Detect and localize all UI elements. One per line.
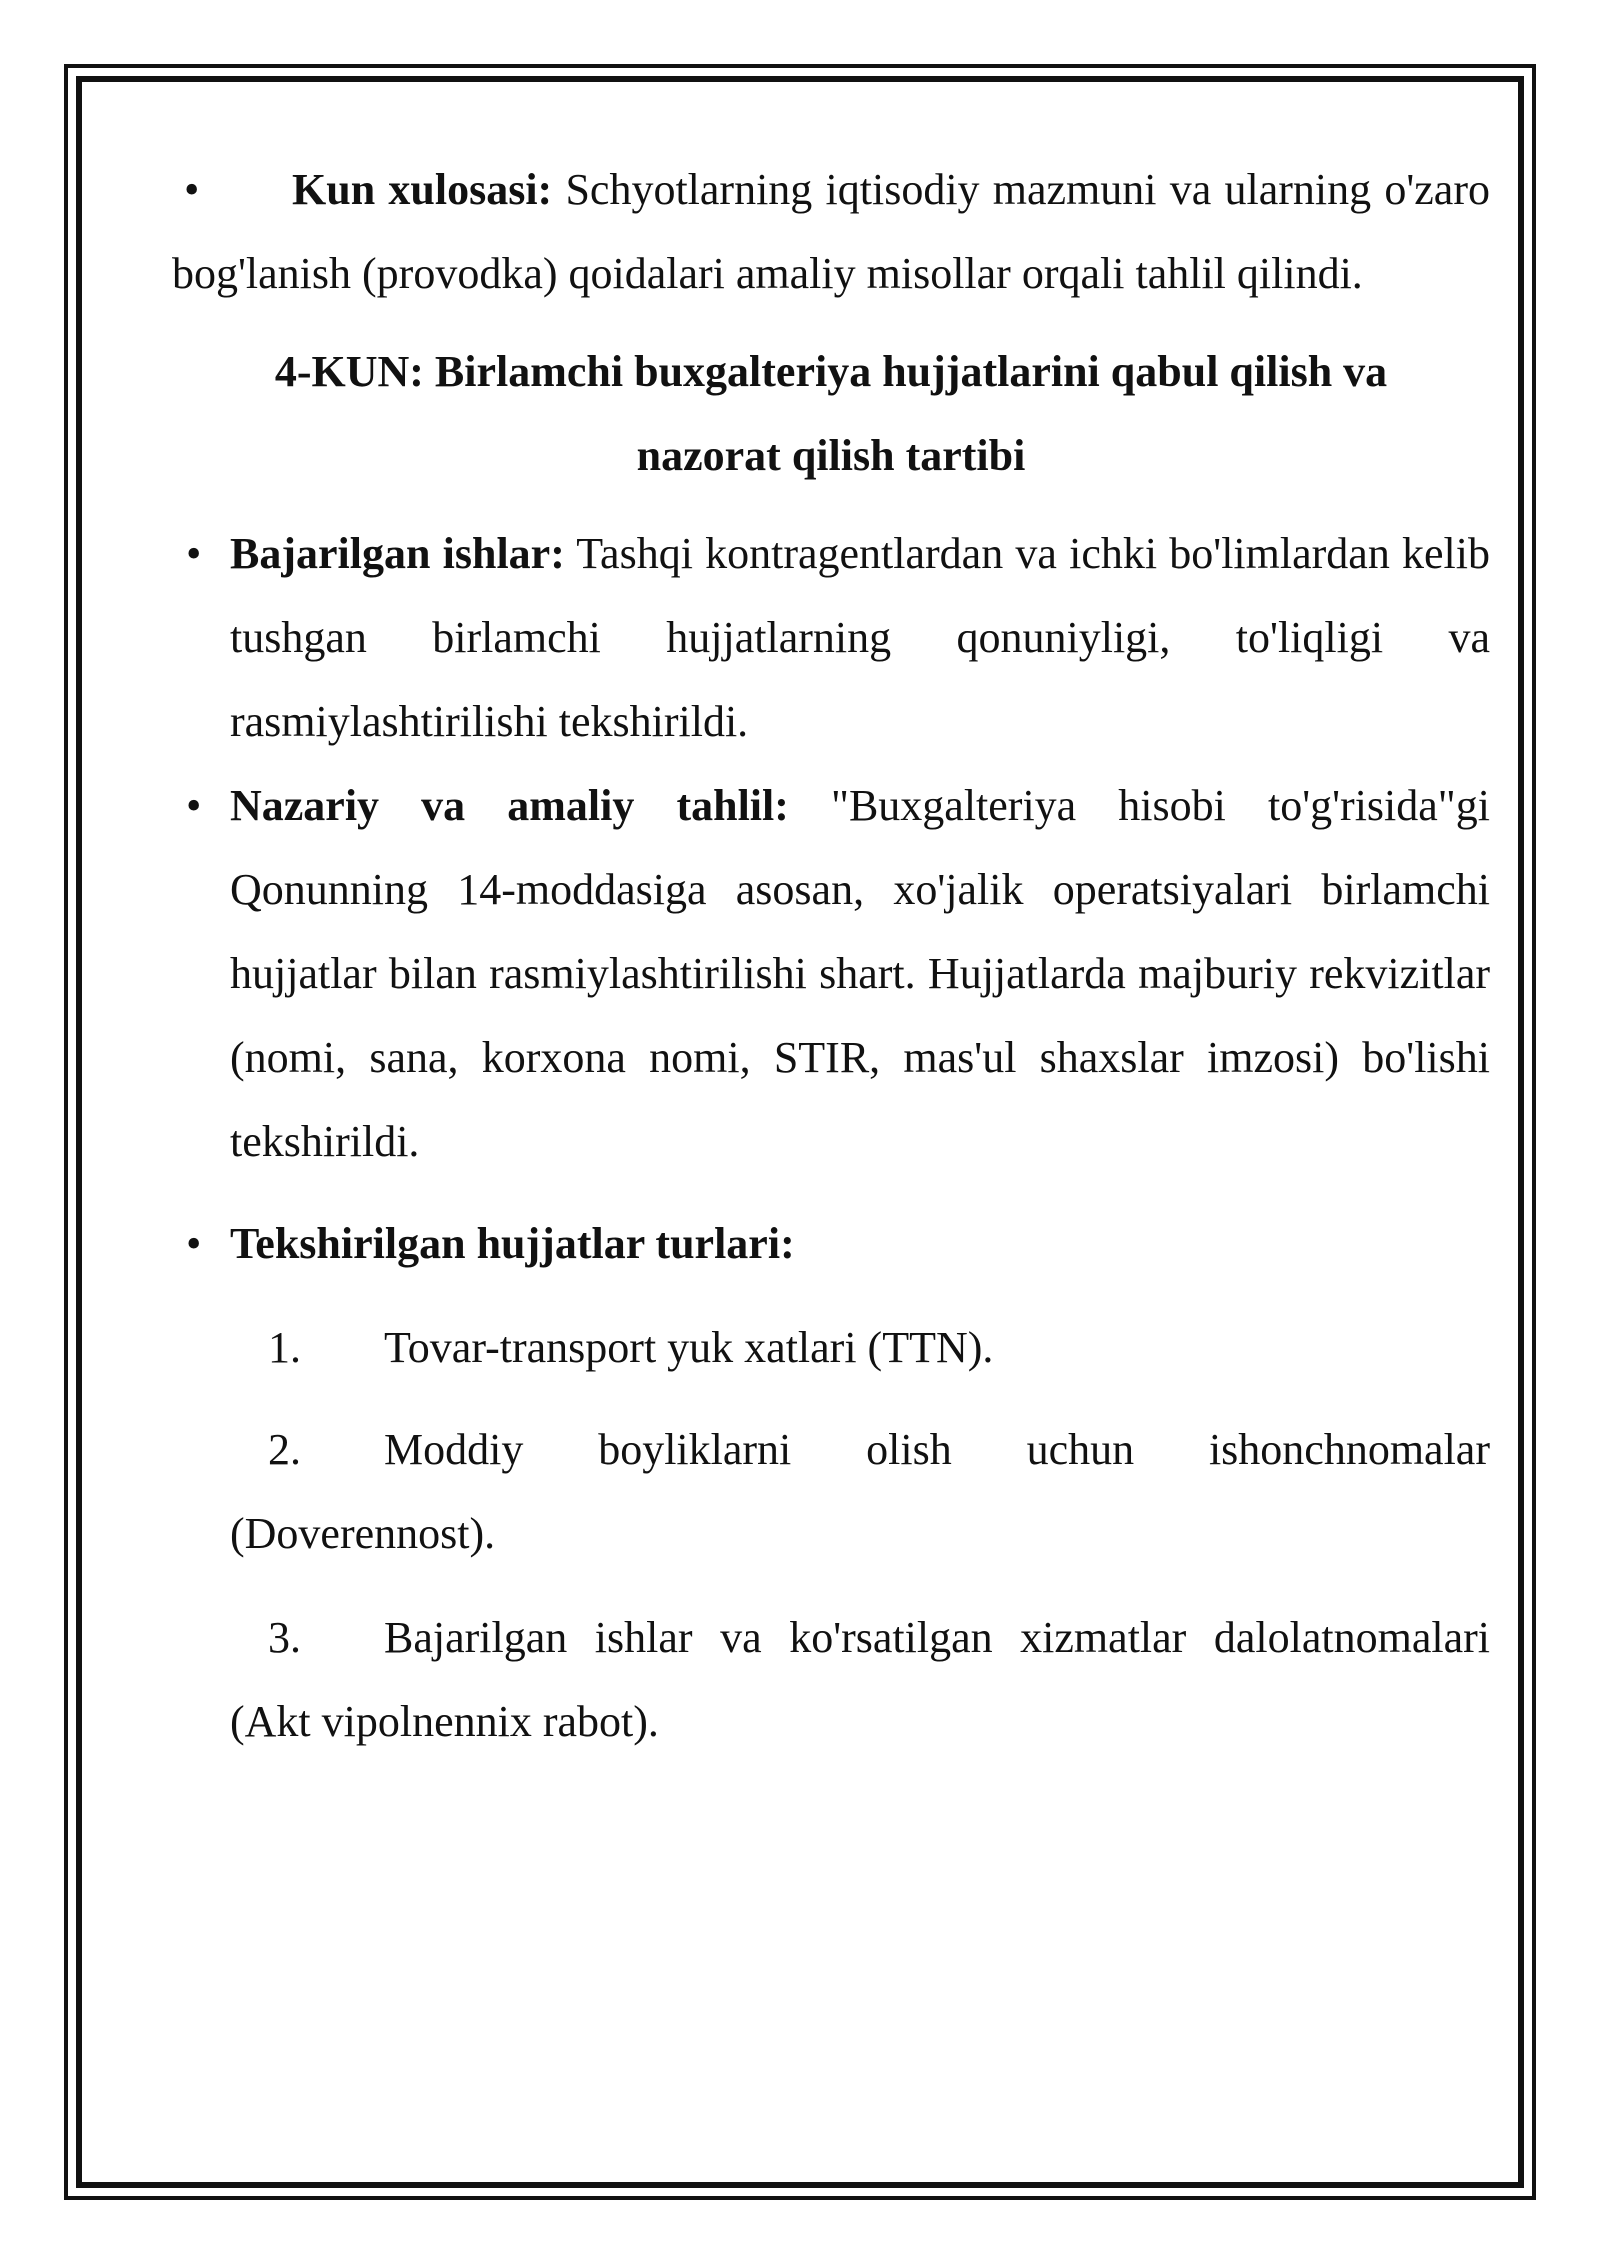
- section-heading: [172, 330, 1490, 498]
- list-item-text: Tashqi kontragentlardan va ichki bo'limlardan kelib tushgan birlamchi hujjatlarning qonuniyligi, to'liqligi va rasmiylashtirilishi tekshirildi.: [230, 529, 1490, 746]
- document-body: [172, 148, 1490, 1764]
- bullet-icon: •: [186, 529, 202, 578]
- day-summary-paragraph: [172, 148, 1490, 316]
- item-number: 1.: [268, 1323, 301, 1372]
- numbered-item-text: Bajarilgan ishlar va ko'rsatilgan xizmatlar dalolatnomalari (Akt vipolnennix rabot).: [230, 1613, 1490, 1746]
- list-item-text: "Buxgalteriya hisobi to'g'risida"gi Qonunning 14-moddasiga asosan, xo'jalik operatsiyalari birlamchi hujjatlar bilan rasmiylashtirilishi shart. Hujjatlarda majburiy rekvizitlar (nomi, sana, korxona nomi, STIR, mas'ul shaxslar imzosi) bo'lishi tekshirildi.: [230, 781, 1490, 1166]
- numbered-item-text: Moddiy boyliklarni olish uchun ishonchnomalar (Doverennost).: [230, 1425, 1490, 1558]
- list-item-document-types: [172, 1202, 1490, 1286]
- list-item-analysis: [172, 764, 1490, 1184]
- numbered-item: [230, 1596, 1490, 1764]
- list-item-completed-work: [172, 512, 1490, 764]
- list-item-label: Bajarilgan ishlar:: [230, 529, 565, 578]
- section-heading-line-2: nazorat qilish tartibi: [636, 431, 1026, 480]
- bullet-icon: •: [186, 1219, 202, 1268]
- item-number: 3.: [268, 1613, 301, 1662]
- list-item-label: Nazariy va amaliy tahlil:: [230, 781, 789, 830]
- bullet-icon: •: [184, 165, 200, 214]
- item-number: 2.: [268, 1425, 301, 1474]
- bullet-icon: •: [186, 781, 202, 830]
- numbered-item-text: Tovar-transport yuk xatlari (TTN).: [384, 1323, 994, 1372]
- day-summary-text: Schyotlarning iqtisodiy mazmuni va ularning o'zaro bog'lanish (provodka) qoidalari amaliy misollar orqali tahlil qilindi.: [172, 165, 1490, 298]
- numbered-item: [230, 1306, 1490, 1390]
- numbered-item: [230, 1408, 1490, 1576]
- list-item-label: Tekshirilgan hujjatlar turlari:: [230, 1219, 795, 1268]
- section-heading-line-1: 4-KUN: Birlamchi buxgalteriya hujjatlarini qabul qilish va: [274, 347, 1388, 396]
- day-summary-label: Kun xulosasi:: [292, 165, 553, 214]
